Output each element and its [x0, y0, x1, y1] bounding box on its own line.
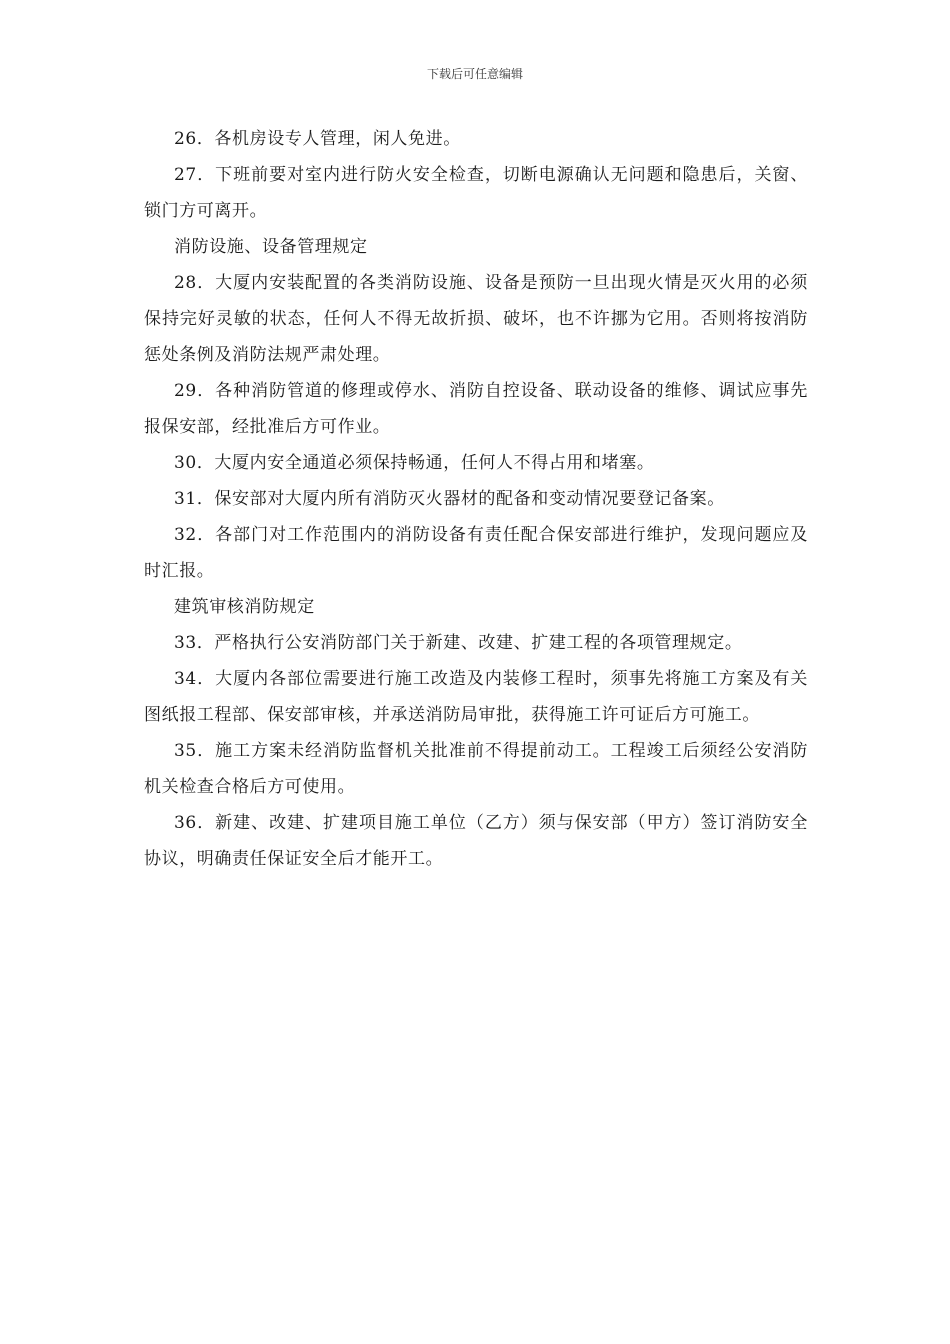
paragraph-31: 31．保安部对大厦内所有消防灭火器材的配备和变动情况要登记备案。: [174, 489, 725, 509]
paragraph-27: 27．下班前要对室内进行防火安全检查，切断电源确认无问题和隐患后，关窗、锁门方可离开。: [144, 165, 808, 221]
paragraph-26: 26．各机房设专人管理，闲人免进。: [174, 129, 461, 149]
paragraph-28: 28．大厦内安装配置的各类消防设施、设备是预防一旦出现火情是灭火用的必须保持完好灵敏的状态，任何人不得无故折损、破坏，也不许挪为它用。否则将按消防惩处条例及消防法规严肃处理。: [144, 273, 808, 365]
paragraph-36: 36．新建、改建、扩建项目施工单位（乙方）须与保安部（甲方）签订消防安全协议，明确责任保证安全后才能开工。: [144, 813, 808, 869]
paragraph-32: 32．各部门对工作范围内的消防设备有责任配合保安部进行维护，发现问题应及时汇报。: [144, 525, 808, 581]
paragraph-33: 33．严格执行公安消防部门关于新建、改建、扩建工程的各项管理规定。: [174, 633, 743, 653]
section-heading-building-review: 建筑审核消防规定: [174, 597, 315, 617]
paragraph-35: 35．施工方案未经消防监督机关批准前不得提前动工。工程竣工后须经公安消防机关检查合格后方可使用。: [144, 741, 808, 797]
paragraph-30: 30．大厦内安全通道必须保持畅通，任何人不得占用和堵塞。: [174, 453, 655, 473]
paragraph-29: 29．各种消防管道的修理或停水、消防自控设备、联动设备的维修、调试应事先报保安部，经批准后方可作业。: [144, 381, 808, 437]
paragraph-34: 34．大厦内各部位需要进行施工改造及内装修工程时，须事先将施工方案及有关图纸报工程部、保安部审核，并承送消防局审批，获得施工许可证后方可施工。: [144, 669, 808, 725]
section-heading-fire-facilities: 消防设施、设备管理规定: [174, 237, 368, 257]
document-body: [144, 121, 808, 877]
page-header-note: 下载后可任意编辑: [426, 67, 523, 81]
